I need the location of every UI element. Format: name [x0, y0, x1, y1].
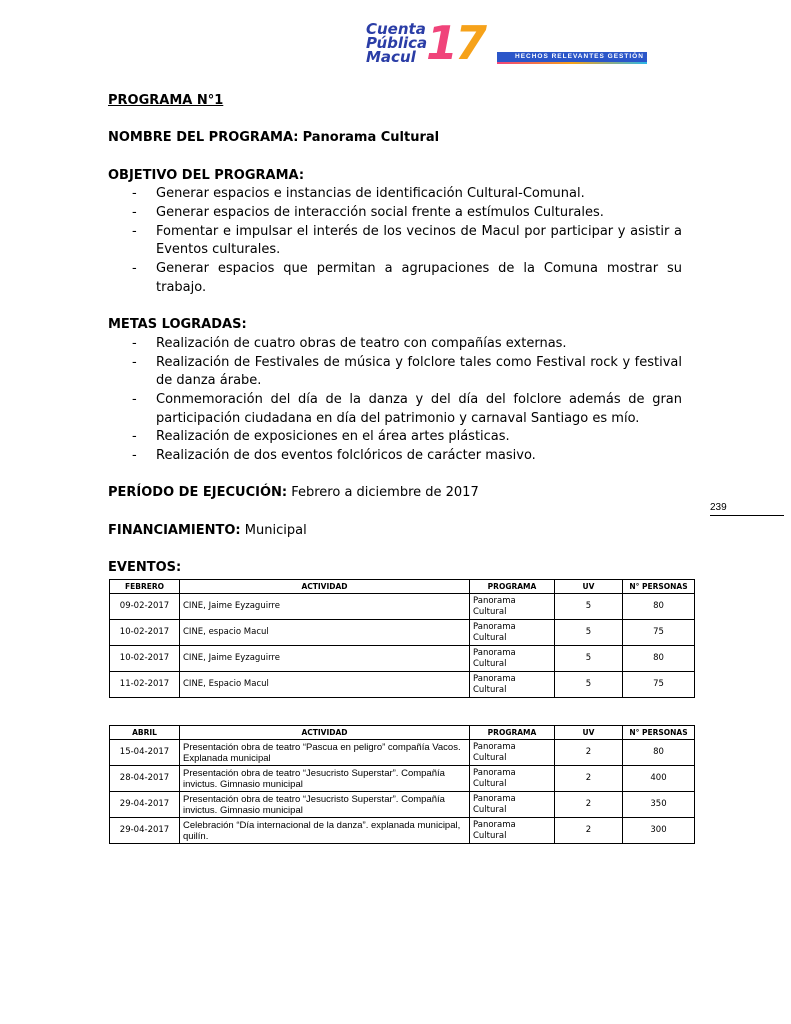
period-section	[108, 484, 682, 503]
period-label: PERÍODO DE EJECUCIÓN:	[108, 485, 288, 501]
uv-cell: 5	[555, 620, 623, 646]
financing-section	[108, 522, 682, 541]
date-cell: 11-02-2017	[110, 672, 180, 698]
objectives-heading: OBJETIVO DEL PROGRAMA:	[108, 167, 305, 183]
list-item: - Generar espacios de interacción social frente a estímulos Culturales.	[108, 204, 682, 223]
logo-number	[426, 18, 484, 68]
program-name-label: NOMBRE DEL PROGRAMA:	[108, 130, 299, 146]
column-header: ACTIVIDAD	[180, 726, 470, 740]
april-events-table	[109, 725, 695, 844]
activity-cell: CINE, Jaime Eyzaguirre	[180, 594, 470, 620]
column-header: ACTIVIDAD	[180, 580, 470, 594]
objectives-list	[108, 185, 682, 297]
people-cell: 80	[623, 594, 695, 620]
table-row	[110, 818, 695, 844]
people-cell: 80	[623, 646, 695, 672]
events-heading: EVENTOS:	[108, 559, 182, 575]
table-row	[110, 672, 695, 698]
goals-heading: METAS LOGRADAS:	[108, 317, 247, 333]
column-header: FEBRERO	[110, 580, 180, 594]
logo-digit-1: 1	[426, 16, 456, 70]
uv-cell: 5	[555, 594, 623, 620]
table-row	[110, 792, 695, 818]
table-header-row	[110, 726, 695, 740]
activity-cell: Presentación obra de teatro “Pascua en peligro” compañía Vacos. Explanada municipal	[180, 740, 470, 766]
list-item: - Realización de Festivales de música y folclore tales como Festival rock y festival de danza árabe.	[108, 354, 682, 391]
program-cell: Panorama Cultural	[470, 620, 555, 646]
list-item: - Realización de cuatro obras de teatro con compañías externas.	[108, 335, 682, 354]
document-body	[108, 92, 682, 578]
people-cell: 75	[623, 620, 695, 646]
list-item: - Realización de exposiciones en el área artes plásticas.	[108, 428, 682, 447]
table-row	[110, 646, 695, 672]
financing-value: Municipal	[244, 522, 307, 538]
table-row	[110, 766, 695, 792]
column-header: ABRIL	[110, 726, 180, 740]
list-item: - Fomentar e impulsar el interés de los vecinos de Macul por participar y asistir a Eventos culturales.	[108, 223, 682, 260]
logo-digit-7: 7	[455, 16, 485, 70]
date-cell: 10-02-2017	[110, 646, 180, 672]
header-banner-text: HECHOS RELEVANTES GESTIÓN 2017	[515, 53, 666, 60]
date-cell: 28-04-2017	[110, 766, 180, 792]
program-cell: Panorama Cultural	[470, 792, 555, 818]
activity-cell: Presentación obra de teatro “Jesucristo Superstar”. Compañía invictus. Gimnasio municipal	[180, 792, 470, 818]
table-row	[110, 594, 695, 620]
logo-line-2: Pública	[366, 34, 428, 52]
date-cell: 29-04-2017	[110, 818, 180, 844]
cuenta-publica-logo	[366, 16, 486, 72]
goals-section	[108, 316, 682, 466]
date-cell: 10-02-2017	[110, 620, 180, 646]
table-row	[110, 740, 695, 766]
people-cell: 400	[623, 766, 695, 792]
activity-cell: CINE, espacio Macul	[180, 620, 470, 646]
uv-cell: 2	[555, 792, 623, 818]
page-number-rule	[710, 515, 784, 516]
program-cell: Panorama Cultural	[470, 594, 555, 620]
period-value: Febrero a diciembre de 2017	[291, 485, 479, 501]
program-cell: Panorama Cultural	[470, 672, 555, 698]
february-events-table	[109, 579, 695, 698]
header-banner-stripe	[497, 62, 647, 64]
table-header-row	[110, 580, 695, 594]
logo-text	[366, 22, 427, 64]
program-name-value: Panorama Cultural	[302, 130, 440, 146]
column-header: N° PERSONAS	[623, 726, 695, 740]
uv-cell: 5	[555, 672, 623, 698]
activity-cell: CINE, Jaime Eyzaguirre	[180, 646, 470, 672]
table-row	[110, 620, 695, 646]
people-cell: 300	[623, 818, 695, 844]
activity-cell: CINE, Espacio Macul	[180, 672, 470, 698]
logo-line-3: Macul	[366, 48, 416, 66]
column-header: PROGRAMA	[470, 580, 555, 594]
list-item: - Realización de dos eventos folclóricos de carácter masivo.	[108, 447, 682, 466]
list-item: - Generar espacios e instancias de identificación Cultural-Comunal.	[108, 185, 682, 204]
date-cell: 15-04-2017	[110, 740, 180, 766]
date-cell: 09-02-2017	[110, 594, 180, 620]
date-cell: 29-04-2017	[110, 792, 180, 818]
program-cell: Panorama Cultural	[470, 766, 555, 792]
financing-label: FINANCIAMIENTO:	[108, 522, 241, 538]
program-cell: Panorama Cultural	[470, 646, 555, 672]
goals-list	[108, 335, 682, 466]
column-header: UV	[555, 726, 623, 740]
program-heading: PROGRAMA N°1	[108, 93, 224, 108]
column-header: UV	[555, 580, 623, 594]
list-item: - Conmemoración del día de la danza y del día del folclore además de gran participación ciudadana en día del patrimonio y carnaval Santiago es mío.	[108, 391, 682, 428]
uv-cell: 2	[555, 766, 623, 792]
program-name	[108, 129, 682, 148]
uv-cell: 5	[555, 646, 623, 672]
people-cell: 350	[623, 792, 695, 818]
page-number: 239	[710, 502, 727, 513]
people-cell: 75	[623, 672, 695, 698]
list-item: - Generar espacios que permitan a agrupaciones de la Comuna mostrar su trabajo.	[108, 260, 682, 297]
activity-cell: Celebración “Día internacional de la danza”. explanada municipal, quilín.	[180, 818, 470, 844]
program-cell: Panorama Cultural	[470, 818, 555, 844]
uv-cell: 2	[555, 818, 623, 844]
column-header: N° PERSONAS	[623, 580, 695, 594]
people-cell: 80	[623, 740, 695, 766]
objectives-section	[108, 167, 682, 298]
column-header: PROGRAMA	[470, 726, 555, 740]
logo-line-1: Cuenta	[366, 20, 426, 38]
program-cell: Panorama Cultural	[470, 740, 555, 766]
activity-cell: Presentación obra de teatro “Jesucristo Superstar”. Compañía invictus. Gimnasio municipal	[180, 766, 470, 792]
uv-cell: 2	[555, 740, 623, 766]
